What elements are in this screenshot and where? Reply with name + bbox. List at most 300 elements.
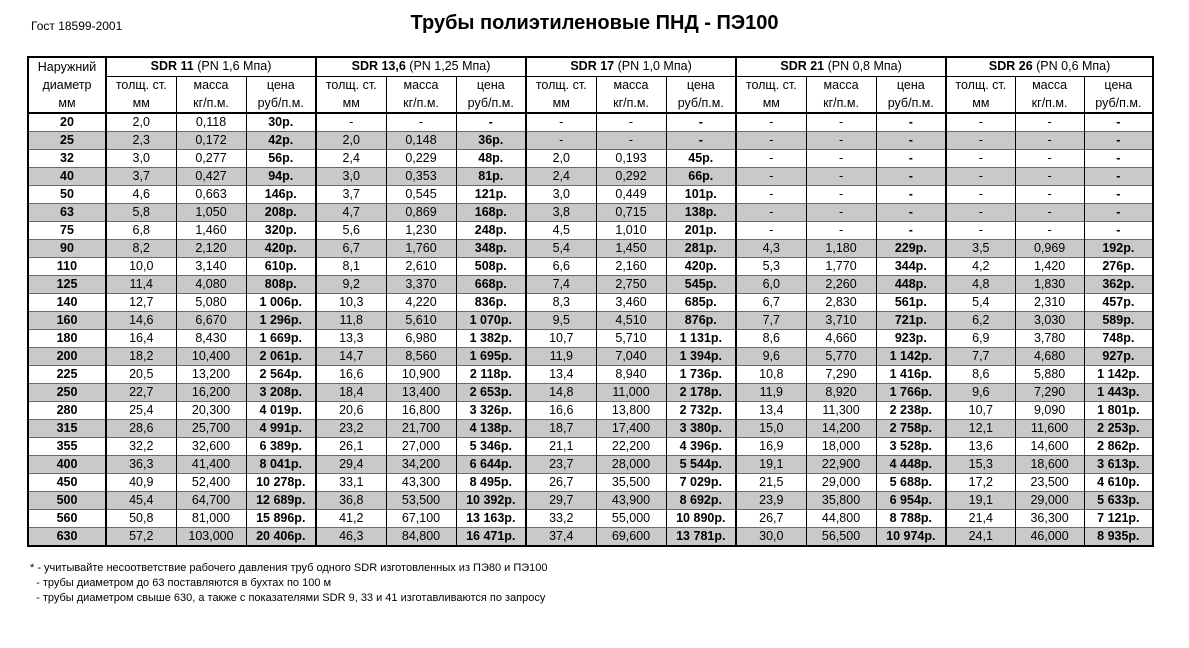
- thickness-cell: 32,2: [106, 438, 176, 456]
- table-row: [28, 402, 1153, 420]
- thickness-cell: 40,9: [106, 474, 176, 492]
- table-row: [28, 384, 1153, 402]
- mass-cell: 1,450: [596, 240, 666, 258]
- mass-cell: 35,500: [596, 474, 666, 492]
- mass-cell: 0,172: [176, 132, 246, 150]
- thickness-cell: 21,5: [736, 474, 806, 492]
- price-cell: 8 788р.: [876, 510, 946, 528]
- mass-cell: 84,800: [386, 528, 456, 547]
- mass-cell: 18,600: [1015, 456, 1084, 474]
- thickness-cell: 13,6: [946, 438, 1015, 456]
- diameter-cell: 40: [28, 168, 106, 186]
- subheader-unit-mass: кг/п.м.: [1015, 94, 1084, 113]
- thickness-cell: 8,6: [736, 330, 806, 348]
- group-header-sdr17: [526, 57, 736, 76]
- thickness-cell: 16,6: [316, 366, 386, 384]
- diameter-cell: 200: [28, 348, 106, 366]
- subheader-price: цена: [666, 76, 736, 94]
- mass-cell: 4,220: [386, 294, 456, 312]
- mass-cell: 2,310: [1015, 294, 1084, 312]
- price-cell: 5 688р.: [876, 474, 946, 492]
- footnote-line: - трубы диаметром до 63 поставляются в бухтах по 100 м: [30, 577, 332, 589]
- thickness-cell: 6,2: [946, 312, 1015, 330]
- thickness-cell: 2,0: [526, 150, 596, 168]
- thickness-cell: 10,7: [526, 330, 596, 348]
- thickness-cell: 18,4: [316, 384, 386, 402]
- subheader-thickness: толщ. ст.: [946, 76, 1015, 94]
- table-row: [28, 312, 1153, 330]
- diameter-cell: 32: [28, 150, 106, 168]
- price-cell: 81р.: [456, 168, 526, 186]
- mass-cell: 5,770: [806, 348, 876, 366]
- mass-cell: 41,400: [176, 456, 246, 474]
- mass-cell: 64,700: [176, 492, 246, 510]
- diameter-cell: 20: [28, 113, 106, 132]
- thickness-cell: 5,3: [736, 258, 806, 276]
- standard-label: Гост 18599-2001: [31, 19, 123, 33]
- mass-cell: 0,353: [386, 168, 456, 186]
- thickness-cell: 5,6: [316, 222, 386, 240]
- mass-cell: 2,160: [596, 258, 666, 276]
- mass-cell: 3,370: [386, 276, 456, 294]
- price-cell: -: [876, 168, 946, 186]
- thickness-cell: 3,7: [106, 168, 176, 186]
- thickness-cell: 3,7: [316, 186, 386, 204]
- price-cell: 208р.: [246, 204, 316, 222]
- price-cell: 1 736р.: [666, 366, 736, 384]
- thickness-cell: 10,3: [316, 294, 386, 312]
- mass-cell: 16,200: [176, 384, 246, 402]
- table-row: [28, 294, 1153, 312]
- price-cell: 15 896р.: [246, 510, 316, 528]
- price-cell: 6 389р.: [246, 438, 316, 456]
- thickness-cell: 23,2: [316, 420, 386, 438]
- table-row: [28, 276, 1153, 294]
- price-cell: 545р.: [666, 276, 736, 294]
- group-pn-label: (PN 1,6 Мпа): [193, 59, 272, 74]
- price-cell: 1 382р.: [456, 330, 526, 348]
- mass-cell: 9,090: [1015, 402, 1084, 420]
- mass-cell: 22,900: [806, 456, 876, 474]
- mass-cell: 0,663: [176, 186, 246, 204]
- diameter-cell: 560: [28, 510, 106, 528]
- mass-cell: 11,600: [1015, 420, 1084, 438]
- price-cell: 748р.: [1084, 330, 1153, 348]
- mass-cell: 18,000: [806, 438, 876, 456]
- thickness-cell: 2,4: [526, 168, 596, 186]
- price-cell: 229р.: [876, 240, 946, 258]
- mass-cell: 3,140: [176, 258, 246, 276]
- subheader-unit-thickness: мм: [946, 94, 1015, 113]
- mass-cell: 53,500: [386, 492, 456, 510]
- thickness-cell: 2,3: [106, 132, 176, 150]
- thickness-cell: 8,1: [316, 258, 386, 276]
- mass-cell: 3,710: [806, 312, 876, 330]
- mass-cell: 11,300: [806, 402, 876, 420]
- table-row: [28, 258, 1153, 276]
- mass-cell: 35,800: [806, 492, 876, 510]
- mass-cell: 14,200: [806, 420, 876, 438]
- price-cell: 16 471р.: [456, 528, 526, 547]
- group-header-sdr21: [736, 57, 946, 76]
- mass-cell: 0,969: [1015, 240, 1084, 258]
- mass-cell: 0,449: [596, 186, 666, 204]
- thickness-cell: -: [736, 150, 806, 168]
- diameter-cell: 315: [28, 420, 106, 438]
- price-cell: 4 991р.: [246, 420, 316, 438]
- price-cell: 281р.: [666, 240, 736, 258]
- price-cell: 10 278р.: [246, 474, 316, 492]
- mass-cell: 16,800: [386, 402, 456, 420]
- mass-cell: 13,200: [176, 366, 246, 384]
- thickness-cell: 10,8: [736, 366, 806, 384]
- thickness-cell: -: [526, 132, 596, 150]
- diameter-header-line2: диаметр: [42, 78, 92, 92]
- price-cell: 1 416р.: [876, 366, 946, 384]
- mass-cell: 22,200: [596, 438, 666, 456]
- price-cell: 13 781р.: [666, 528, 736, 547]
- thickness-cell: 6,0: [736, 276, 806, 294]
- price-cell: 1 394р.: [666, 348, 736, 366]
- mass-cell: 21,700: [386, 420, 456, 438]
- thickness-cell: 28,6: [106, 420, 176, 438]
- subheader-unit-mass: кг/п.м.: [176, 94, 246, 113]
- subheader-unit-price: руб/п.м.: [456, 94, 526, 113]
- thickness-cell: 23,7: [526, 456, 596, 474]
- table-row: [28, 150, 1153, 168]
- price-cell: 121р.: [456, 186, 526, 204]
- price-cell: 20 406р.: [246, 528, 316, 547]
- price-cell: -: [456, 113, 526, 132]
- thickness-cell: 4,6: [106, 186, 176, 204]
- mass-cell: 1,760: [386, 240, 456, 258]
- price-cell: 6 954р.: [876, 492, 946, 510]
- price-cell: 36р.: [456, 132, 526, 150]
- subheader-mass: масса: [596, 76, 666, 94]
- thickness-cell: 41,2: [316, 510, 386, 528]
- mass-cell: 5,080: [176, 294, 246, 312]
- thickness-cell: 3,5: [946, 240, 1015, 258]
- subheader-unit-mass: кг/п.м.: [596, 94, 666, 113]
- price-cell: 56р.: [246, 150, 316, 168]
- mass-cell: 4,080: [176, 276, 246, 294]
- mass-cell: 8,940: [596, 366, 666, 384]
- mass-cell: 8,560: [386, 348, 456, 366]
- diameter-cell: 500: [28, 492, 106, 510]
- mass-cell: -: [1015, 204, 1084, 222]
- price-cell: 610р.: [246, 258, 316, 276]
- group-sdr-label: SDR 21: [780, 59, 825, 74]
- diameter-cell: 75: [28, 222, 106, 240]
- mass-cell: 1,230: [386, 222, 456, 240]
- price-cell: 42р.: [246, 132, 316, 150]
- thickness-cell: 7,7: [946, 348, 1015, 366]
- price-cell: 4 610р.: [1084, 474, 1153, 492]
- price-cell: 8 692р.: [666, 492, 736, 510]
- table-body: [28, 113, 1153, 546]
- price-cell: 668р.: [456, 276, 526, 294]
- price-cell: 7 121р.: [1084, 510, 1153, 528]
- thickness-cell: 15,3: [946, 456, 1015, 474]
- price-cell: 8 495р.: [456, 474, 526, 492]
- thickness-cell: 4,3: [736, 240, 806, 258]
- mass-cell: 34,200: [386, 456, 456, 474]
- mass-cell: 0,715: [596, 204, 666, 222]
- table-row: [28, 204, 1153, 222]
- footnotes: [30, 561, 548, 606]
- price-cell: 1 695р.: [456, 348, 526, 366]
- price-cell: -: [876, 150, 946, 168]
- mass-cell: 5,880: [1015, 366, 1084, 384]
- mass-cell: -: [1015, 186, 1084, 204]
- thickness-cell: 14,6: [106, 312, 176, 330]
- table-row: [28, 240, 1153, 258]
- mass-cell: 2,120: [176, 240, 246, 258]
- price-cell: 836р.: [456, 294, 526, 312]
- mass-cell: 4,680: [1015, 348, 1084, 366]
- thickness-cell: 45,4: [106, 492, 176, 510]
- thickness-cell: 20,6: [316, 402, 386, 420]
- price-cell: -: [666, 132, 736, 150]
- price-cell: 448р.: [876, 276, 946, 294]
- price-cell: 1 296р.: [246, 312, 316, 330]
- price-cell: -: [876, 132, 946, 150]
- subheader-unit-mass: кг/п.м.: [386, 94, 456, 113]
- thickness-cell: 25,4: [106, 402, 176, 420]
- subheader-thickness: толщ. ст.: [526, 76, 596, 94]
- price-cell: 2 732р.: [666, 402, 736, 420]
- diameter-cell: 250: [28, 384, 106, 402]
- table-row: [28, 528, 1153, 547]
- price-cell: -: [876, 222, 946, 240]
- thickness-cell: 7,4: [526, 276, 596, 294]
- price-cell: 1 142р.: [876, 348, 946, 366]
- price-cell: 3 528р.: [876, 438, 946, 456]
- thickness-cell: 8,2: [106, 240, 176, 258]
- diameter-header: [28, 57, 106, 113]
- thickness-cell: 57,2: [106, 528, 176, 547]
- subheader-unit-price: руб/п.м.: [246, 94, 316, 113]
- price-cell: 146р.: [246, 186, 316, 204]
- mass-cell: 3,780: [1015, 330, 1084, 348]
- table-row: [28, 474, 1153, 492]
- group-pn-label: (PN 0,6 Мпа): [1032, 59, 1111, 74]
- mass-cell: 52,400: [176, 474, 246, 492]
- subheader-mass: масса: [806, 76, 876, 94]
- thickness-cell: 23,9: [736, 492, 806, 510]
- mass-cell: 56,500: [806, 528, 876, 547]
- thickness-cell: 17,2: [946, 474, 1015, 492]
- group-header-row: [28, 57, 1153, 76]
- subheader-unit-mass: кг/п.м.: [806, 94, 876, 113]
- thickness-cell: 33,1: [316, 474, 386, 492]
- mass-cell: -: [806, 204, 876, 222]
- price-cell: 248р.: [456, 222, 526, 240]
- thickness-cell: 33,2: [526, 510, 596, 528]
- thickness-cell: 16,6: [526, 402, 596, 420]
- thickness-cell: -: [736, 168, 806, 186]
- price-cell: 2 653р.: [456, 384, 526, 402]
- price-cell: 192р.: [1084, 240, 1153, 258]
- price-cell: 10 974р.: [876, 528, 946, 547]
- thickness-cell: 8,6: [946, 366, 1015, 384]
- thickness-cell: 26,7: [526, 474, 596, 492]
- thickness-cell: 3,0: [316, 168, 386, 186]
- thickness-cell: 13,3: [316, 330, 386, 348]
- mass-cell: 7,290: [806, 366, 876, 384]
- thickness-cell: 14,7: [316, 348, 386, 366]
- price-cell: 138р.: [666, 204, 736, 222]
- mass-cell: -: [806, 132, 876, 150]
- thickness-cell: -: [946, 132, 1015, 150]
- thickness-cell: 4,8: [946, 276, 1015, 294]
- mass-cell: 8,920: [806, 384, 876, 402]
- diameter-cell: 180: [28, 330, 106, 348]
- price-cell: 927р.: [1084, 348, 1153, 366]
- mass-cell: 43,300: [386, 474, 456, 492]
- thickness-cell: -: [736, 204, 806, 222]
- subheader-price: цена: [1084, 76, 1153, 94]
- price-cell: 508р.: [456, 258, 526, 276]
- price-cell: 2 253р.: [1084, 420, 1153, 438]
- price-cell: 808р.: [246, 276, 316, 294]
- footnote-line: - трубы диаметром свыше 630, а также с показателями SDR 9, 33 и 41 изготавливаются по запросу: [30, 592, 546, 604]
- price-cell: 4 138р.: [456, 420, 526, 438]
- mass-cell: 69,600: [596, 528, 666, 547]
- thickness-cell: 11,9: [736, 384, 806, 402]
- subheader-thickness: толщ. ст.: [736, 76, 806, 94]
- price-cell: 30р.: [246, 113, 316, 132]
- thickness-cell: -: [946, 168, 1015, 186]
- mass-cell: 29,000: [806, 474, 876, 492]
- price-cell: 4 448р.: [876, 456, 946, 474]
- price-cell: -: [1084, 204, 1153, 222]
- mass-cell: 6,670: [176, 312, 246, 330]
- diameter-cell: 400: [28, 456, 106, 474]
- price-cell: 6 644р.: [456, 456, 526, 474]
- thickness-cell: 6,7: [316, 240, 386, 258]
- mass-cell: 10,900: [386, 366, 456, 384]
- mass-cell: -: [1015, 132, 1084, 150]
- price-cell: 1 006р.: [246, 294, 316, 312]
- thickness-cell: 21,1: [526, 438, 596, 456]
- thickness-cell: 11,8: [316, 312, 386, 330]
- thickness-cell: -: [946, 113, 1015, 132]
- mass-cell: -: [1015, 113, 1084, 132]
- price-cell: 201р.: [666, 222, 736, 240]
- thickness-cell: 12,1: [946, 420, 1015, 438]
- thickness-cell: 8,3: [526, 294, 596, 312]
- thickness-cell: 3,0: [106, 150, 176, 168]
- mass-cell: 10,400: [176, 348, 246, 366]
- price-cell: 10 890р.: [666, 510, 736, 528]
- mass-cell: 43,900: [596, 492, 666, 510]
- mass-cell: 2,830: [806, 294, 876, 312]
- mass-cell: 20,300: [176, 402, 246, 420]
- price-cell: 923р.: [876, 330, 946, 348]
- diameter-cell: 110: [28, 258, 106, 276]
- thickness-cell: 30,0: [736, 528, 806, 547]
- thickness-cell: 29,4: [316, 456, 386, 474]
- thickness-cell: 10,7: [946, 402, 1015, 420]
- thickness-cell: -: [946, 222, 1015, 240]
- thickness-cell: -: [526, 113, 596, 132]
- thickness-cell: 26,1: [316, 438, 386, 456]
- price-cell: 2 862р.: [1084, 438, 1153, 456]
- mass-cell: 0,118: [176, 113, 246, 132]
- price-cell: 1 142р.: [1084, 366, 1153, 384]
- price-cell: -: [1084, 132, 1153, 150]
- subheader-price: цена: [876, 76, 946, 94]
- group-header-sdr13-6: [316, 57, 526, 76]
- price-cell: 721р.: [876, 312, 946, 330]
- thickness-cell: 19,1: [736, 456, 806, 474]
- price-cell: 876р.: [666, 312, 736, 330]
- price-cell: -: [666, 113, 736, 132]
- thickness-cell: 9,6: [946, 384, 1015, 402]
- table-row: [28, 438, 1153, 456]
- thickness-cell: 13,4: [736, 402, 806, 420]
- thickness-cell: 6,8: [106, 222, 176, 240]
- group-header-sdr11: [106, 57, 316, 76]
- price-cell: 2 061р.: [246, 348, 316, 366]
- thickness-cell: -: [946, 150, 1015, 168]
- price-cell: -: [1084, 186, 1153, 204]
- price-cell: 7 029р.: [666, 474, 736, 492]
- price-cell: 348р.: [456, 240, 526, 258]
- mass-cell: 5,610: [386, 312, 456, 330]
- price-cell: 457р.: [1084, 294, 1153, 312]
- mass-cell: -: [806, 222, 876, 240]
- mass-cell: 0,277: [176, 150, 246, 168]
- thickness-cell: 46,3: [316, 528, 386, 547]
- thickness-cell: 6,6: [526, 258, 596, 276]
- mass-cell: 1,830: [1015, 276, 1084, 294]
- thickness-cell: 2,4: [316, 150, 386, 168]
- mass-cell: 6,980: [386, 330, 456, 348]
- thickness-cell: 50,8: [106, 510, 176, 528]
- mass-cell: 67,100: [386, 510, 456, 528]
- price-cell: -: [1084, 150, 1153, 168]
- thickness-cell: 9,2: [316, 276, 386, 294]
- thickness-cell: 15,0: [736, 420, 806, 438]
- subheader-unit-price: руб/п.м.: [1084, 94, 1153, 113]
- thickness-cell: 3,8: [526, 204, 596, 222]
- thickness-cell: 21,4: [946, 510, 1015, 528]
- mass-cell: -: [1015, 168, 1084, 186]
- mass-cell: 36,300: [1015, 510, 1084, 528]
- mass-cell: 27,000: [386, 438, 456, 456]
- mass-cell: 1,010: [596, 222, 666, 240]
- mass-cell: 0,148: [386, 132, 456, 150]
- subheader-thickness: толщ. ст.: [316, 76, 386, 94]
- mass-cell: 2,260: [806, 276, 876, 294]
- table-row: [28, 348, 1153, 366]
- subheader-thickness: толщ. ст.: [106, 76, 176, 94]
- price-cell: 8 935р.: [1084, 528, 1153, 547]
- price-cell: 5 544р.: [666, 456, 736, 474]
- subheader-mass: масса: [176, 76, 246, 94]
- mass-cell: 0,869: [386, 204, 456, 222]
- thickness-cell: 13,4: [526, 366, 596, 384]
- mass-cell: 5,710: [596, 330, 666, 348]
- thickness-cell: 11,4: [106, 276, 176, 294]
- subheader-unit-thickness: мм: [316, 94, 386, 113]
- mass-cell: 8,430: [176, 330, 246, 348]
- thickness-cell: -: [946, 186, 1015, 204]
- thickness-cell: 22,7: [106, 384, 176, 402]
- mass-cell: 23,500: [1015, 474, 1084, 492]
